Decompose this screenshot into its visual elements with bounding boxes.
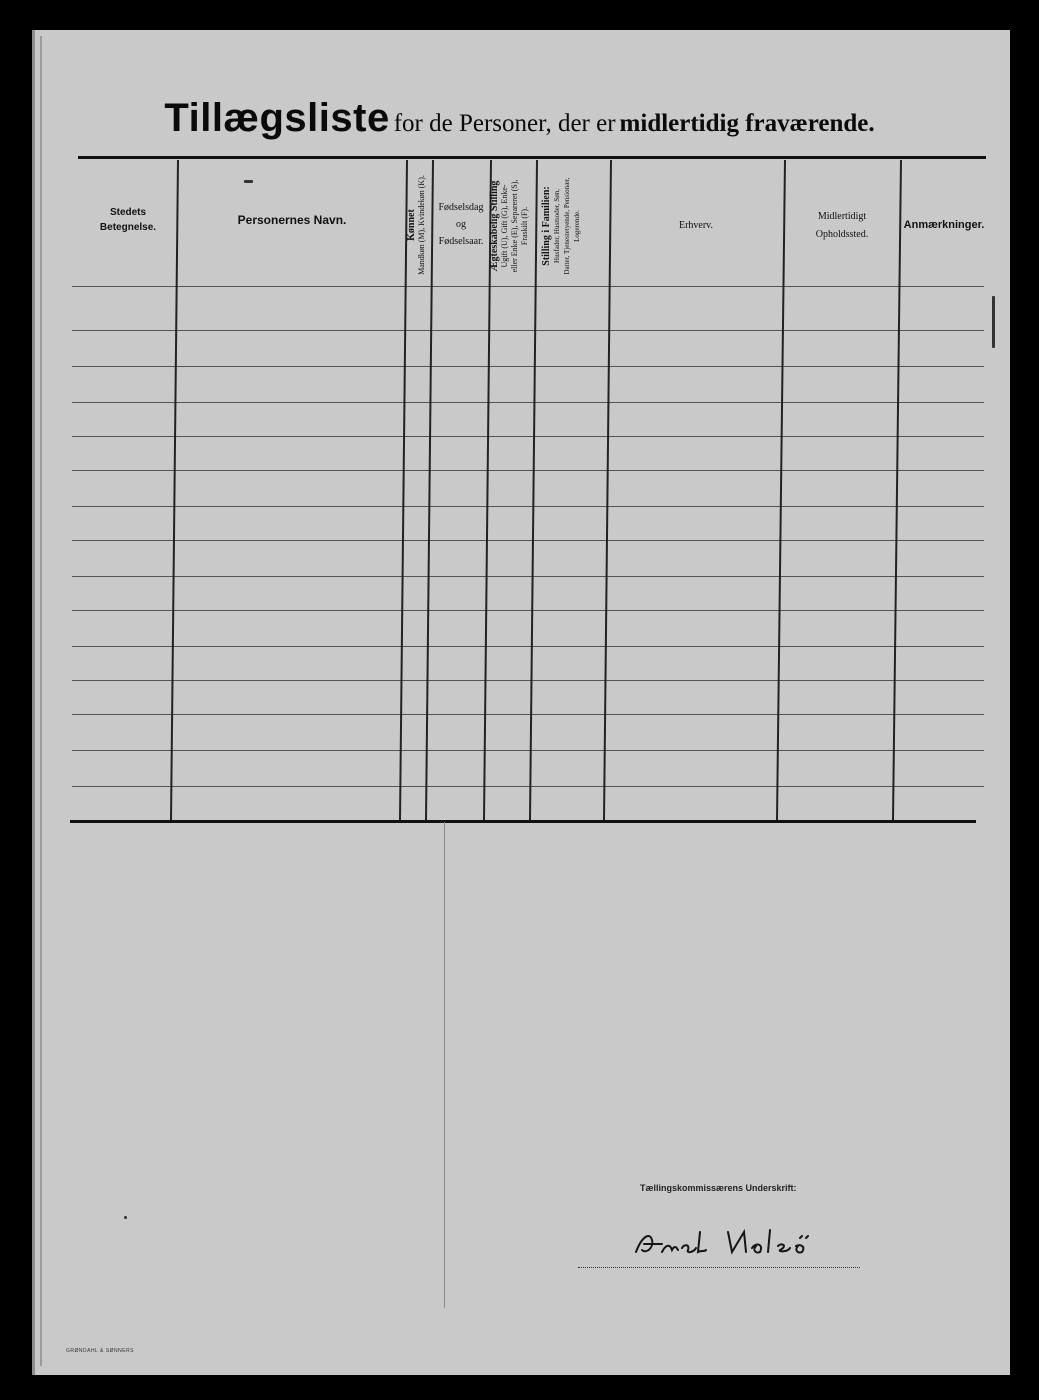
speck xyxy=(124,1216,127,1219)
table-row-line xyxy=(72,436,984,437)
header-familie-sub2: Datter, Tjenestetyende, Pensionær, xyxy=(563,177,571,275)
header-anmaerkninger: Anmærkninger. xyxy=(903,219,985,231)
header-aegteskab xyxy=(490,166,534,286)
header-familie-sub1: Husfader, Husmoder, Søn, xyxy=(553,189,561,263)
header-erhverv: Erhverv. xyxy=(678,219,714,231)
header-familie-title: Stilling i Familien: xyxy=(541,186,552,266)
table-top-rule xyxy=(78,156,986,159)
header-familie xyxy=(542,161,594,291)
table-bottom-rule xyxy=(70,820,976,823)
header-fodsel-line2: og xyxy=(456,218,466,230)
header-kjonnet-title: Kønnet xyxy=(406,209,417,241)
table-row-line xyxy=(72,646,984,647)
signature-label: Tællingskommissærens Underskrift: xyxy=(640,1183,797,1193)
table-row-line xyxy=(72,750,984,751)
header-stedets xyxy=(78,200,178,240)
header-familie-sub3: Logerende. xyxy=(573,210,581,242)
printer-mark: GRØNDAHL & SØNNERS xyxy=(66,1348,134,1354)
title-main: Tillægsliste xyxy=(164,96,390,140)
header-aegteskab-sub3: Fraskilt (F). xyxy=(520,206,529,246)
header-opholdssted xyxy=(784,206,900,246)
signature-line xyxy=(578,1267,860,1268)
table-row-line xyxy=(72,680,984,681)
table-row-line xyxy=(72,470,984,471)
table-row-line xyxy=(72,506,984,507)
header-kjonnet xyxy=(407,170,433,280)
table-row-line xyxy=(72,366,984,367)
table-row-line xyxy=(72,610,984,611)
faint-column-line xyxy=(444,822,445,1308)
speck xyxy=(992,296,995,348)
table-row-line xyxy=(72,402,984,403)
header-navn: Personernes Navn. xyxy=(237,213,347,227)
header-opholdssted-line2: Opholdssted. xyxy=(815,229,869,240)
header-stedets-line2: Betegnelse. xyxy=(99,222,157,233)
header-aegteskab-sub1: Ugift (U), Gift (G), Enke- xyxy=(500,184,509,268)
table-row-line xyxy=(72,286,984,287)
speck xyxy=(244,180,253,183)
header-aegteskab-title: Ægteskabelig Stilling xyxy=(489,180,500,272)
table-row-line xyxy=(72,576,984,577)
title-emphasis: midlertidig fraværende. xyxy=(619,110,875,137)
header-aegteskab-sub2: eller Enke (E), Separeret (S), xyxy=(510,179,519,273)
table-row-line xyxy=(72,714,984,715)
header-fodsel xyxy=(432,196,490,252)
page-edge xyxy=(40,36,42,1366)
title-middle: for de Personer, der er xyxy=(393,110,616,137)
handwritten-signature xyxy=(628,1222,838,1266)
header-opholdssted-line1: Midlertidigt xyxy=(817,211,867,222)
table-row-line xyxy=(72,786,984,787)
header-kjonnet-sub: Mandkøn (M), Kvindekøn (K). xyxy=(417,175,426,275)
table-row-line xyxy=(72,330,984,331)
header-fodsel-line3: Fødselsaar. xyxy=(438,235,484,247)
header-fodsel-line1: Fødselsdag xyxy=(438,201,484,213)
header-stedets-line1: Stedets xyxy=(109,207,147,218)
table-row-line xyxy=(72,540,984,541)
form-title xyxy=(0,96,1039,141)
